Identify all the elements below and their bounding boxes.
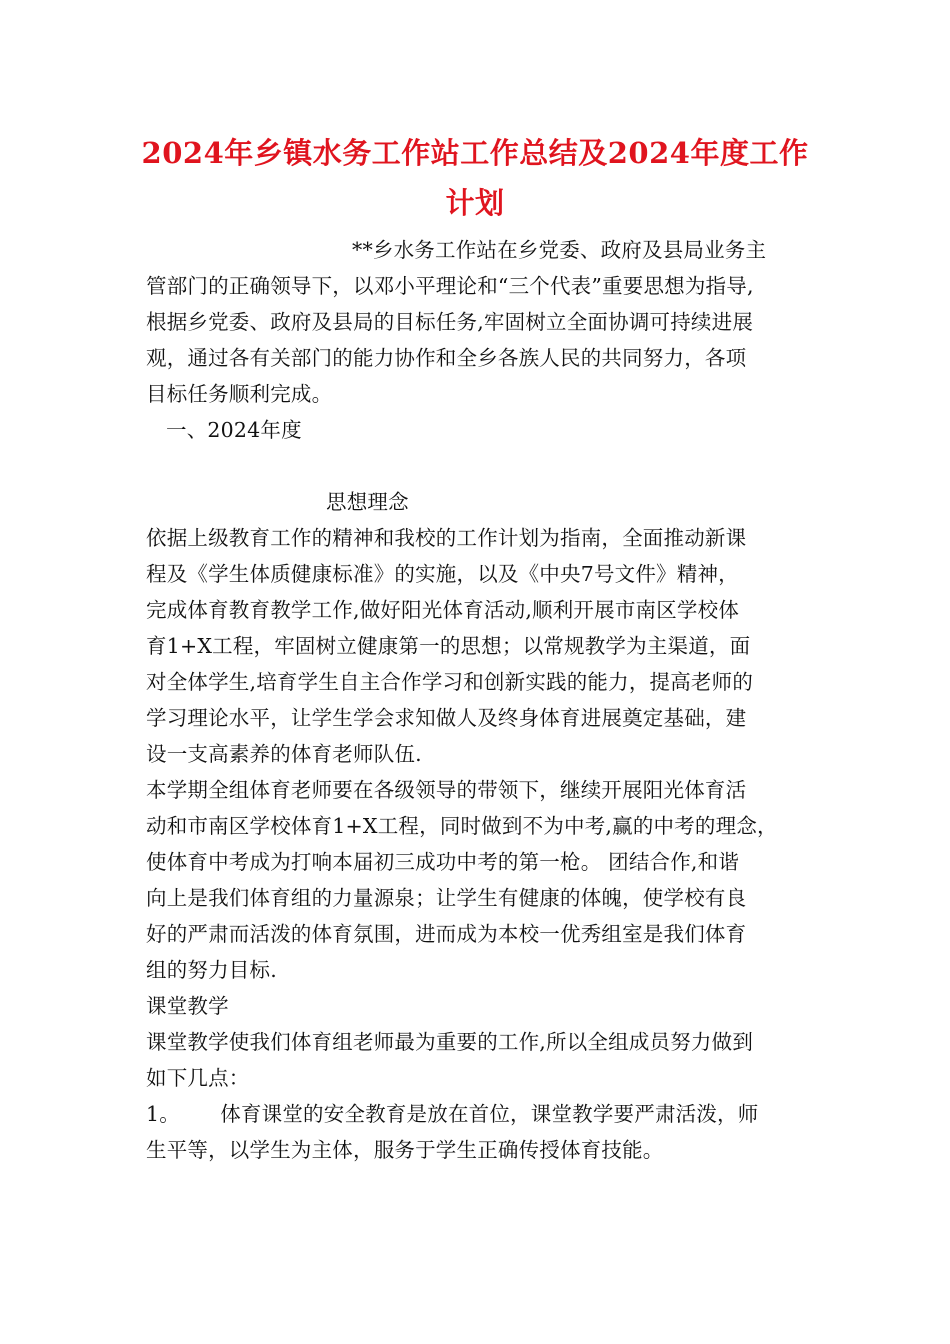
document-title-line-2: 计划: [445, 186, 505, 220]
paragraph-line: 观，通过各有关部门的能力协作和全乡各族人民的共同努力，各项: [146, 346, 747, 370]
section-heading: 课堂教学: [146, 994, 229, 1018]
paragraph-line: 生平等，以学生为主体，服务于学生正确传授体育技能。: [146, 1138, 664, 1162]
paragraph-line: 程及《学生体质健康标准》的实施，以及《中央7号文件》精神，: [146, 562, 739, 586]
paragraph-line: 如下几点：: [146, 1066, 250, 1090]
paragraph-line: 根据乡党委、政府及县局的目标任务,牢固树立全面协调可持续进展: [146, 310, 754, 334]
section-heading: 一、2024年度: [166, 418, 302, 442]
paragraph-line: 本学期全组体育老师要在各级领导的带领下，继续开展阳光体育活: [146, 778, 747, 802]
paragraph-line: 育1+X工程，牢固树立健康第一的思想；以常规教学为主渠道，面: [146, 634, 751, 658]
paragraph-line: 组的努力目标.: [146, 958, 277, 982]
paragraph-line: 设一支高素养的体育老师队伍.: [146, 742, 422, 766]
paragraph-line: 目标任务顺利完成。: [146, 382, 333, 406]
paragraph-line: **乡水务工作站在乡党委、政府及县局业务主: [352, 238, 767, 262]
paragraph-line: 好的严肃而活泼的体育氛围，进而成为本校一优秀组室是我们体育: [146, 922, 747, 946]
paragraph-line: 对全体学生,培育学生自主合作学习和创新实践的能力，提高老师的: [146, 670, 754, 694]
paragraph-line: 管部门的正确领导下，以邓小平理论和“三个代表”重要思想为指导,: [146, 274, 754, 298]
document-title-line-1: 2024年乡镇水务工作站工作总结及2024年度工作: [141, 136, 809, 170]
paragraph-line: 向上是我们体育组的力量源泉；让学生有健康的体魄，使学校有良: [146, 886, 747, 910]
paragraph-line: 课堂教学使我们体育组老师最为重要的工作,所以全组成员努力做到: [146, 1030, 754, 1054]
section-heading: 思想理念: [326, 490, 409, 514]
paragraph-line: 依据上级教育工作的精神和我校的工作计划为指南，全面推动新课: [146, 526, 747, 550]
paragraph-line: 学习理论水平，让学生学会求知做人及终身体育进展奠定基础，建: [146, 706, 747, 730]
paragraph-line: 使体育中考成为打响本届初三成功中考的第一枪。 团结合作,和谐: [146, 850, 740, 874]
paragraph-line: 动和市南区学校体育1+X工程，同时做到不为中考,赢的中考的理念，: [146, 814, 778, 838]
paragraph-line: 完成体育教育教学工作,做好阳光体育活动,顺利开展市南区学校体: [146, 598, 740, 622]
list-item: 1。 体育课堂的安全教育是放在首位，课堂教学要严肃活泼，师: [146, 1102, 759, 1126]
